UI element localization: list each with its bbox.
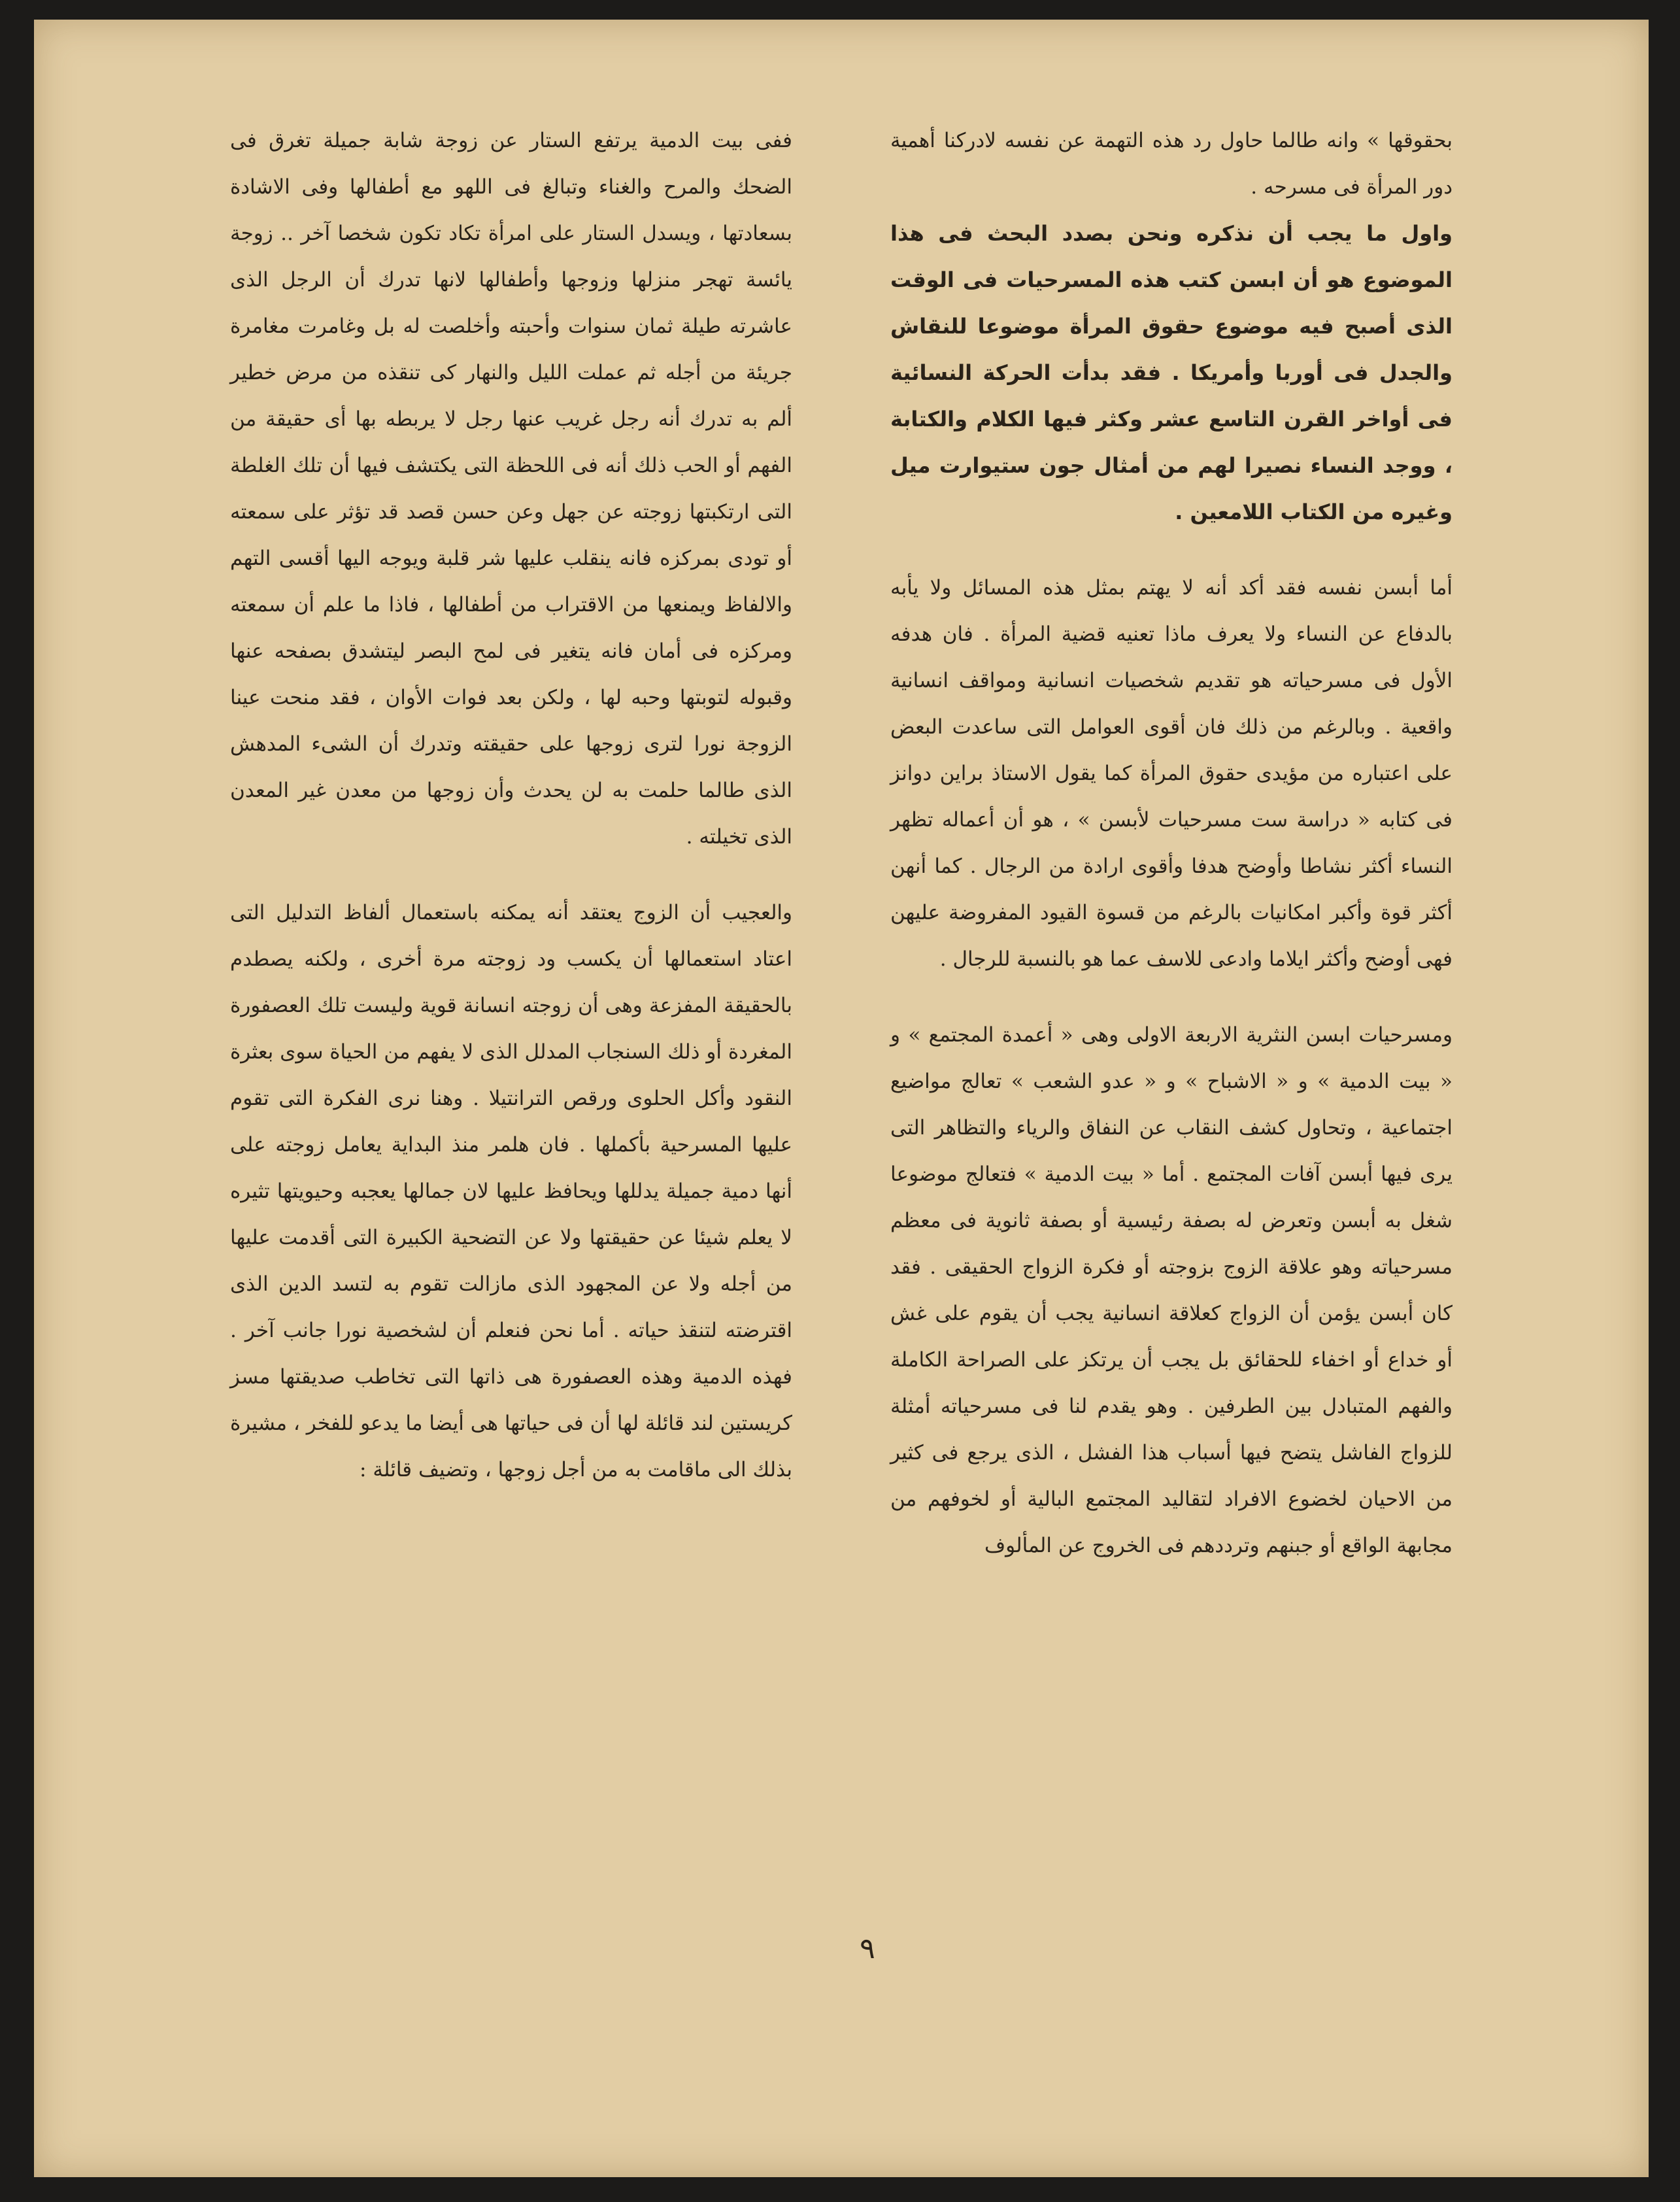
page-number: ٩ — [860, 1932, 875, 1965]
paragraph: بحقوقها » وانه طالما حاول رد هذه التهمة عن نفسه لادركنا أهمية دور المرأة فى مسرحه . — [890, 129, 1453, 199]
paragraph: والعجيب أن الزوج يعتقد أنه يمكنه باستعمال ألفاظ التدليل التى اعتاد استعمالها أن يكسب ود زوجته مرة أخرى ، ولكنه يصطدم بالحقيقة المفزعة وهى أن زوجته انسانة قوية وليست تلك العصفورة المغردة أو ذلك السنجاب المدلل الذى لا يفهم من الحياة سوى بعثرة النقود وأكل الحلوى ورقص الترانتيلا . وهنا نرى الفكرة التى تقوم عليها المسرحية بأكملها . فان هلمر منذ البداية يعامل زوجته على أنها دمية جميلة يدللها ويحافظ عليها لان جمالها يعجبه وحيويتها تثيره لا يعلم شيئا عن حقيقتها ولا عن التضحية الكبيرة التى أقدمت عليها من أجله ولا عن المجهود الذى مازالت تقوم به لتسد الدين الذى اقترضته لتنقذ حياته . أما نحن فنعلم أن لشخصية نورا جانب آخر . فهذه الدمية وهذه العصفورة هى ذاتها التى تخاطب صديقتها مسز كريستين لند قائلة لها أن فى حياتها هى أيضا ما يدعو للفخر ، مشيرة بذلك الى ماقامت به من أجل زوجها ، وتضيف قائلة : — [230, 901, 792, 1482]
left-column — [230, 118, 792, 1493]
right-column — [890, 118, 1453, 1569]
paragraph: أما أبسن نفسه فقد أكد أنه لا يهتم بمثل هذه المسائل ولا يأبه بالدفاع عن النساء ولا يعرف ماذا تعنيه قضية المرأة . فان هدفه الأول فى مسرحياته هو تقديم شخصيات انسانية ومواقف انسانية واقعية . وبالرغم من ذلك فان أقوى العوامل التى ساعدت البعض على اعتباره من مؤيدى حقوق المرأة كما يقول الاستاذ براين دوانز فى كتابه « دراسة ست مسرحيات لأبسن » ، هو أن أعماله تظهر النساء أكثر نشاطا وأوضح هدفا وأقوى ارادة من الرجال . كما أنهن أكثر قوة وأكبر امكانيات بالرغم من قسوة القيود المفروضة عليهن فهى أوضح وأكثر ايلاما وادعى للاسف عما هو بالنسبة للرجال . — [890, 576, 1453, 971]
paragraph: ففى بيت الدمية يرتفع الستار عن زوجة شابة جميلة تغرق فى الضحك والمرح والغناء وتبالغ فى اللهو مع أطفالها وفى الاشادة بسعادتها ، ويسدل الستار على امرأة تكاد تكون شخصا آخر .. زوجة يائسة تهجر منزلها وزوجها وأطفالها لانها تدرك أن الرجل الذى عاشرته طيلة ثمان سنوات وأحبته وأخلصت له بل وغامرت مغامرة جريئة من أجله ثم عملت الليل والنهار كى تنقذه من مرض خطير ألم به تدرك أنه رجل غريب عنها رجل لا يربطه بها أى حقيقة من الفهم أو الحب ذلك أنه فى اللحظة التى يكتشف فيها أن تلك الغلطة التى ارتكبتها زوجته عن جهل وعن حسن قصد قد تؤثر على سمعته أو تودى بمركزه فانه ينقلب عليها شر قلبة ويوجه اليها أقسى التهم والالفاظ ويمنعها من الاقتراب من أطفالها ، فاذا ما علم أن سمعته ومركزه فى أمان فانه يتغير فى لمح البصر ليتشدق بصفحه عنها وقبوله لتوبتها وحبه لها ، ولكن بعد فوات الأوان ، فقد منحت عينا الزوجة نورا لترى زوجها على حقيقته وتدرك أن الشىء المدهش الذى طالما حلمت به لن يحدث وأن زوجها من معدن غير المعدن الذى تخيلته . — [230, 129, 792, 849]
paragraph: ومسرحيات ابسن النثرية الاربعة الاولى وهى « أعمدة المجتمع » و « بيت الدمية » و « الاشباح » و « عدو الشعب » تعالج مواضيع اجتماعية ، وتحاول كشف النقاب عن النفاق والرياء والتظاهر التى يرى فيها أبسن آفات المجتمع . أما « بيت الدمية » فتعالج موضوعا شغل به أبسن وتعرض له بصفة رئيسية أو بصفة ثانوية فى معظم مسرحياته وهو علاقة الزوج بزوجته أو فكرة الزواج الحقيقى . فقد كان أبسن يؤمن أن الزواج كعلاقة انسانية يجب أن يقوم على غش أو خداع أو اخفاء للحقائق بل يجب أن يرتكز على الصراحة الكاملة والفهم المتبادل بين الطرفين . وهو يقدم لنا فى مسرحياته أمثلة للزواج الفاشل يتضح فيها أسباب هذا الفشل ، الذى يرجع فى كثير من الاحيان لخضوع الافراد لتقاليد المجتمع البالية أو لخوفهم من مجابهة الواقع أو جبنهم وترددهم فى الخروج عن المألوف — [890, 1023, 1453, 1557]
document-page — [34, 20, 1649, 2177]
bold-paragraph: واول ما يجب أن نذكره ونحن بصدد البحث فى هذا الموضوع هو أن ابسن كتب هذه المسرحيات فى الوقت الذى أصبح فيه موضوع حقوق المرأة موضوعا للنقاش والجدل فى أوربا وأمريكا . فقد بدأت الحركة النسائية فى أواخر القرن التاسع عشر وكثر فيها الكلام والكتابة ، ووجد النساء نصيرا لهم من أمثال جون ستيوارت ميل وغيره من الكتاب اللامعين . — [890, 221, 1453, 524]
